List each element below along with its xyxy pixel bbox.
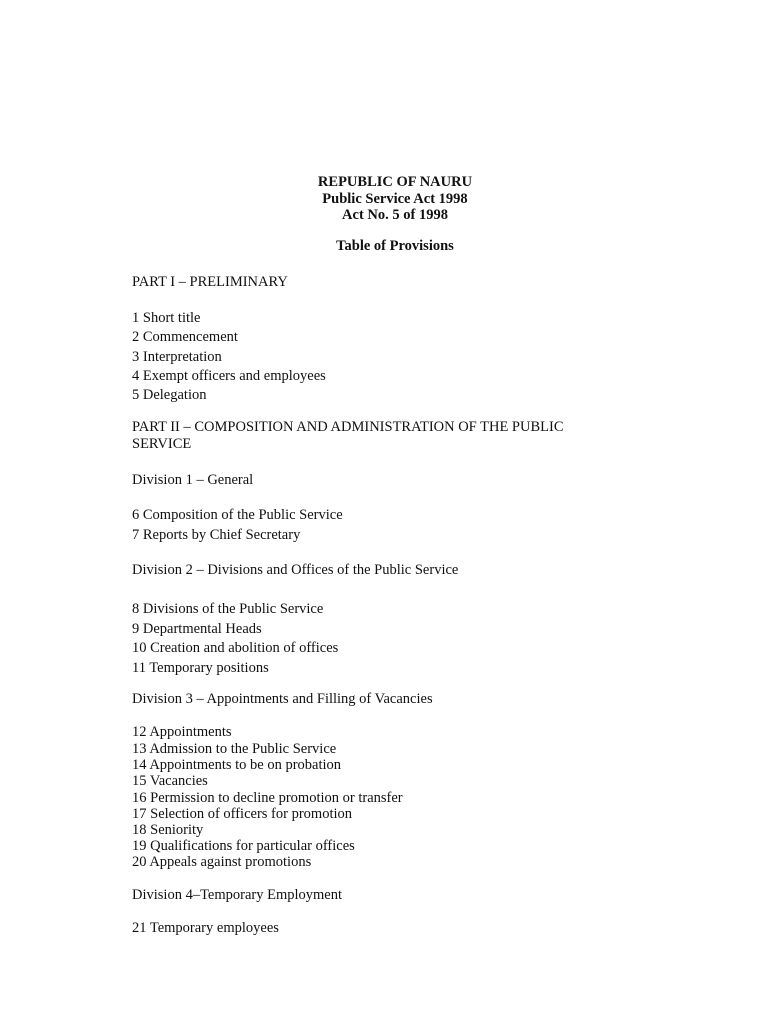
toc-item: 2 Commencement bbox=[132, 329, 238, 345]
toc-title: Table of Provisions bbox=[336, 238, 454, 254]
toc-item: 4 Exempt officers and employees bbox=[132, 368, 326, 384]
part2-heading: PART II – COMPOSITION AND ADMINISTRATION OF THE PUBLIC SERVICE bbox=[132, 419, 564, 452]
header-act-number: Act No. 5 of 1998 bbox=[342, 207, 448, 223]
toc-item: 7 Reports by Chief Secretary bbox=[132, 527, 301, 543]
toc-item: 15 Vacancies bbox=[132, 773, 208, 789]
header-country: REPUBLIC OF NAURU bbox=[317, 174, 473, 190]
toc-item: 16 Permission to decline promotion or transfer bbox=[132, 790, 403, 806]
toc-item: 13 Admission to the Public Service bbox=[132, 741, 337, 757]
toc-item: 19 Qualifications for particular offices bbox=[132, 838, 355, 854]
document-header bbox=[0, 174, 770, 224]
toc-item: 21 Temporary employees bbox=[132, 920, 279, 936]
toc-item: 18 Seniority bbox=[132, 822, 204, 838]
toc-item: 12 Appointments bbox=[132, 724, 232, 740]
toc-item: 10 Creation and abolition of offices bbox=[132, 640, 339, 656]
division1-heading: Division 1 – General bbox=[132, 472, 254, 488]
toc-item: 17 Selection of officers for promotion bbox=[132, 806, 352, 822]
toc-item: 8 Divisions of the Public Service bbox=[132, 601, 324, 617]
toc-item: 6 Composition of the Public Service bbox=[132, 507, 343, 523]
toc-item: 9 Departmental Heads bbox=[132, 621, 262, 637]
division3-heading: Division 3 – Appointments and Filling of Vacancies bbox=[132, 691, 433, 707]
toc-item: 14 Appointments to be on probation bbox=[132, 757, 342, 773]
division4-heading: Division 4–Temporary Employment bbox=[132, 887, 343, 903]
toc-item: 5 Delegation bbox=[132, 387, 207, 403]
toc-item: 20 Appeals against promotions bbox=[132, 854, 312, 870]
header-act-title: Public Service Act 1998 bbox=[322, 190, 468, 207]
division2-heading: Division 2 – Divisions and Offices of the Public Service bbox=[132, 562, 459, 578]
toc-item: 1 Short title bbox=[132, 310, 201, 326]
toc-item: 11 Temporary positions bbox=[132, 660, 269, 676]
part1-heading: PART I – PRELIMINARY bbox=[132, 274, 288, 290]
toc-item: 3 Interpretation bbox=[132, 349, 222, 365]
